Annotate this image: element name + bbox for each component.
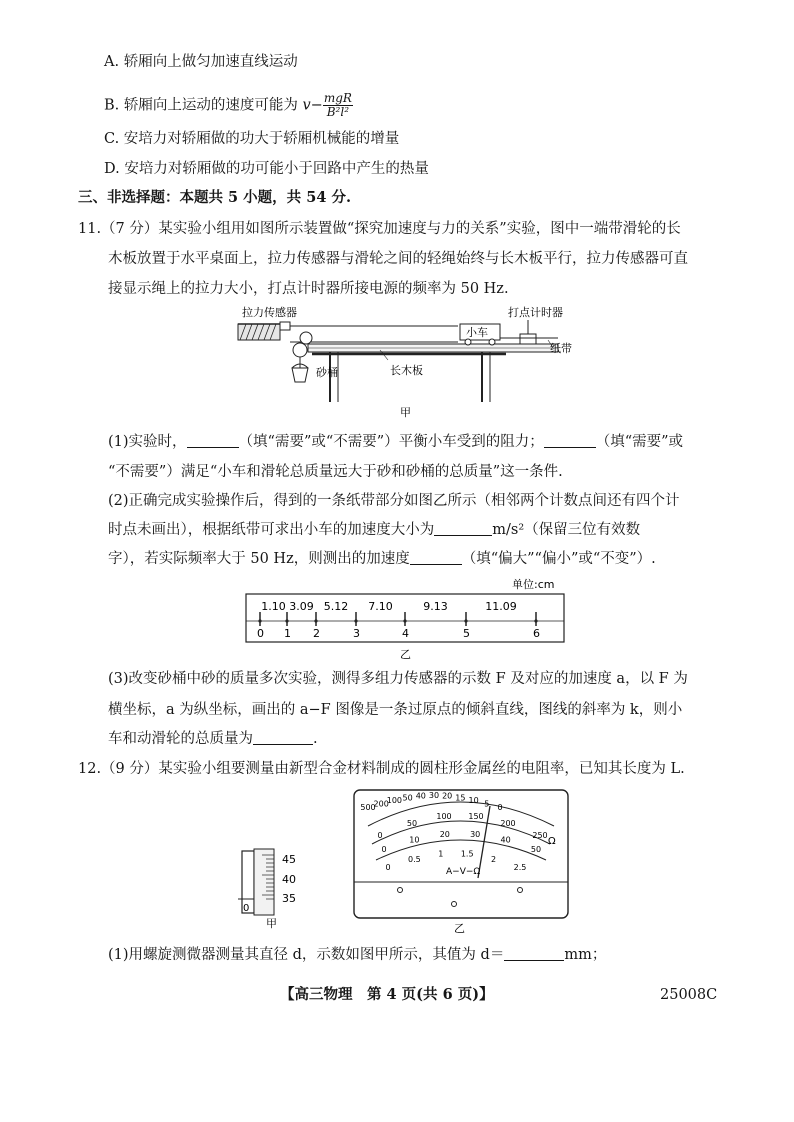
bucket-label: 砂桶: [316, 366, 338, 379]
tape-segment-label: 5.12: [323, 600, 349, 613]
car-label: 小车: [466, 326, 488, 339]
low-scale-label: 2.5: [513, 863, 527, 872]
tape-point-label: 1: [284, 627, 291, 640]
dc-scale-label: 100: [436, 811, 452, 821]
ohm-scale-label: 5: [484, 799, 490, 809]
q11-line1: 11.（7 分）某实验小组用如图所示装置做“探究加速度与力的关系”实验，图中一端带滑轮的长: [78, 221, 681, 237]
q11-p2-line1: (2)正确完成实验操作后，得到的一条纸带部分如图乙所示（相邻两个计数点间还有四个计: [108, 493, 680, 509]
micrometer-tick: 45: [282, 853, 296, 866]
tape-dot: [464, 619, 467, 622]
micrometer-tick: 35: [282, 892, 296, 905]
q11-line2: 木板放置于水平桌面上，拉力传感器与滑轮之间的轻绳始终与长木板平行，拉力传感器可直: [108, 251, 688, 267]
q11-p2-line3: 字），若实际频率大于 50 Hz，则测出的加速度 （填“偏大”“偏小”或“不变”）.: [108, 551, 656, 567]
ohm-scale-label: 20: [442, 791, 453, 801]
ac-scale-label: 40: [500, 835, 511, 845]
dc-scale-label: 150: [468, 811, 484, 821]
ohm-symbol: Ω: [548, 836, 556, 847]
tape-segment-label: 9.13: [423, 600, 448, 613]
tape-figure: [240, 574, 570, 660]
section-title: 三、非选择题：本题共 5 小题，共 54 分.: [78, 189, 352, 206]
tape-dot: [403, 619, 406, 622]
multimeter-figure: [350, 786, 572, 934]
choice-d: D. 安培力对轿厢做的功可能小于回路中产生的热量: [104, 161, 429, 177]
tape-dot: [314, 619, 317, 622]
tape-segment-label: 7.10: [368, 600, 393, 613]
q11-p3-line1: (3)改变砂桶中砂的质量多次实验，测得多组力传感器的示数 F 及对应的加速度 a，以 F 为: [108, 671, 688, 687]
tape-segment-label: 1.10: [261, 600, 286, 613]
low-scale-label: 0: [385, 863, 391, 872]
ohm-scale-label: 40: [415, 791, 426, 801]
ac-scale-label: 20: [439, 829, 450, 839]
low-scale-label: 0.5: [408, 854, 421, 864]
ac-scale-label: 10: [409, 835, 420, 845]
q11-p3-line2: 横坐标，a 为纵坐标，画出的 a−F 图像是一条过原点的倾斜直线，图线的斜率为 k，则小: [108, 702, 683, 718]
q12-line1: 12.（9 分）某实验小组要测量由新型合金材料制成的圆柱形金属丝的电阻率，已知其长度为 L.: [78, 761, 685, 777]
tape-point-label: 3: [353, 627, 360, 640]
tape-point-label: 6: [533, 627, 540, 640]
tape-unit: 单位:cm: [512, 578, 555, 591]
micrometer-tick: 40: [282, 873, 296, 886]
answer-blank[interactable]: [434, 521, 492, 536]
ac-scale-label: 50: [530, 845, 542, 854]
tape-point-label: 4: [402, 627, 409, 640]
choice-b: B. 轿厢向上运动的速度可能为 v− $\frac{\text{mgR}}{\text{B²l²}}$: [104, 91, 352, 119]
ohm-scale-label: 500: [360, 803, 376, 812]
dc-scale-label: 0: [377, 831, 383, 840]
dc-scale-label: 200: [500, 819, 516, 829]
meter-label: A−V−Ω: [446, 867, 481, 877]
figure-caption-yi: 乙: [400, 648, 411, 660]
sensor-label: 拉力传感器: [242, 306, 297, 319]
ac-scale-label: 0: [381, 845, 387, 854]
ohm-scale-label: 50: [402, 793, 413, 803]
choice-a: A. 轿厢向上做匀加速直线运动: [104, 54, 298, 70]
ohm-scale-label: 30: [428, 791, 440, 800]
ohm-scale-label: 15: [455, 793, 466, 803]
tape-dot: [534, 619, 537, 622]
apparatus-figure: [230, 302, 590, 422]
q11-p3-line3: 车和动滑轮的总质量为 .: [108, 731, 318, 747]
tape-segment-label: 11.09: [485, 600, 517, 613]
ohm-scale-label: 0: [497, 803, 503, 812]
ac-scale-label: 30: [470, 829, 481, 839]
tape-label: 纸带: [550, 342, 572, 355]
answer-blank[interactable]: [187, 433, 239, 448]
figure-caption-jia: 甲: [400, 406, 411, 419]
board-label: 长木板: [390, 364, 423, 377]
q12-p1: (1)用螺旋测微器测量其直径 d，示数如图甲所示，其值为 d＝ mm；: [108, 947, 607, 963]
ohm-scale-label: 100: [386, 795, 403, 805]
q11-p2-line2: 时点未画出），根据纸带可求出小车的加速度大小为 m/s²（保留三位有效数: [108, 522, 641, 538]
timer-label: 打点计时器: [508, 306, 563, 319]
tape-dot: [285, 619, 288, 622]
ohm-scale-label: 10: [468, 795, 479, 805]
low-scale-label: 1.5: [460, 849, 474, 859]
footer-title: 【高三物理 第 4 页(共 6 页)】: [280, 986, 494, 1003]
tape-segment-label: 3.09: [289, 600, 314, 613]
choice-c: C. 安培力对轿厢做的功大于轿厢机械能的增量: [104, 131, 400, 147]
formula-fraction: $\frac{\text{mgR}}{\text{B²l²}}$: [323, 91, 352, 119]
micrometer-zero: 0: [243, 903, 250, 914]
answer-blank[interactable]: [410, 550, 462, 565]
tape-point-label: 2: [313, 627, 320, 640]
tape-point-label: 0: [257, 627, 264, 640]
q11-p1-line2: “不需要”）满足“小车和滑轮总质量远大于砂和砂桶的总质量”这一条件.: [108, 464, 563, 480]
tape-dot: [354, 619, 357, 622]
dc-scale-label: 50: [406, 819, 418, 829]
ohm-scale-label: 200: [373, 799, 389, 809]
low-scale-label: 2: [491, 854, 497, 864]
low-scale-label: 1: [438, 849, 444, 859]
q11-line3: 接显示绳上的拉力大小，打点计时器所接电源的频率为 50 Hz.: [108, 281, 509, 297]
q11-p1-line1: (1)实验时， （填“需要”或“不需要”）平衡小车受到的阻力； （填“需要”或: [108, 434, 684, 450]
figure-caption-jia2: 甲: [266, 917, 277, 930]
answer-blank[interactable]: [544, 433, 596, 448]
tape-point-label: 5: [463, 627, 470, 640]
figure-caption-yi2: 乙: [454, 922, 465, 934]
dc-scale-label: 250: [532, 831, 548, 840]
micrometer-figure: [238, 845, 308, 930]
footer-code: 25008C: [660, 987, 718, 1003]
answer-blank[interactable]: [504, 946, 564, 961]
answer-blank[interactable]: [253, 730, 313, 745]
tape-dot: [258, 619, 261, 622]
